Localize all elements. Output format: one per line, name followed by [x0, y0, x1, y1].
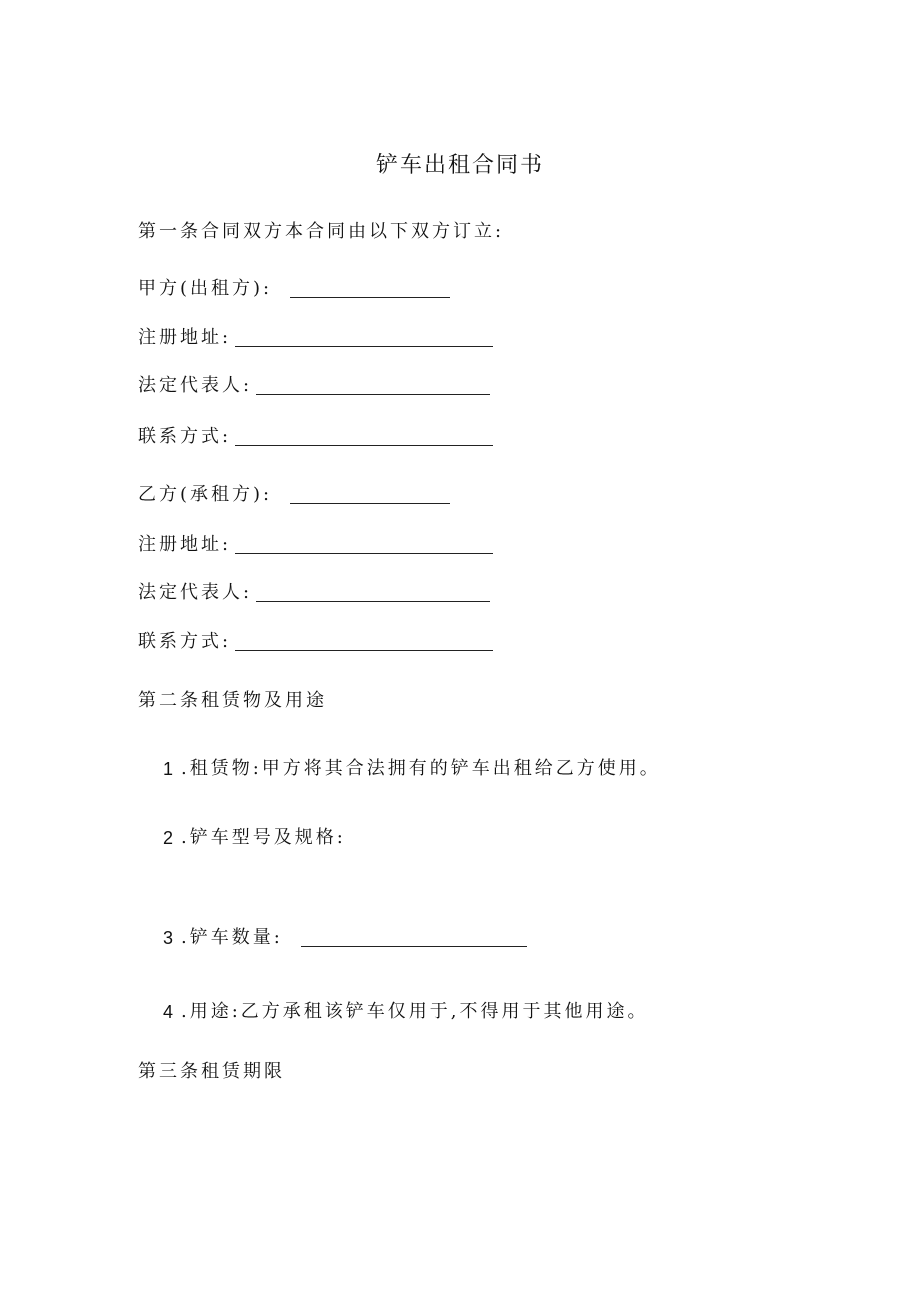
party-b-rep-label: 法定代表人:: [138, 582, 253, 603]
item-text: .租赁物:甲方将其合法拥有的铲车出租给乙方使用。: [181, 758, 661, 779]
article-2-item-4: [163, 999, 649, 1025]
quantity-blank[interactable]: [301, 928, 527, 947]
party-b-contact-line: [138, 629, 493, 655]
item-text: .铲车数量:: [181, 927, 283, 948]
party-a-rep-label: 法定代表人:: [138, 375, 253, 396]
party-b-rep-line: [138, 580, 490, 606]
item-text: .铲车型号及规格:: [181, 827, 346, 848]
party-a-address-blank[interactable]: [235, 328, 493, 347]
article-1-heading: 第一条合同双方本合同由以下双方订立:: [138, 221, 505, 242]
party-b-contact-blank[interactable]: [235, 632, 493, 651]
article-2-item-2: [163, 825, 346, 851]
document-title: 铲车出租合同书: [375, 153, 544, 178]
item-number: 1: [163, 759, 174, 779]
item-text: .用途:乙方承租该铲车仅用于,不得用于其他用途。: [181, 1001, 649, 1022]
party-b-address-line: [138, 532, 493, 558]
party-a-rep-line: [138, 373, 490, 399]
party-a-contact-line: [138, 424, 493, 450]
party-b-rep-blank[interactable]: [256, 583, 490, 602]
party-b-contact-label: 联系方式:: [138, 631, 232, 652]
party-b-address-label: 注册地址:: [138, 534, 232, 555]
party-a-address-line: [138, 325, 493, 351]
party-b-blank[interactable]: [290, 485, 450, 504]
party-a-rep-blank[interactable]: [256, 376, 490, 395]
party-b-address-blank[interactable]: [235, 535, 493, 554]
item-number: 4: [163, 1002, 174, 1022]
party-a-contact-blank[interactable]: [235, 427, 493, 446]
party-a-line: [138, 276, 450, 302]
party-a-contact-label: 联系方式:: [138, 426, 232, 447]
party-a-blank[interactable]: [290, 279, 450, 298]
article-2-item-3: [163, 925, 527, 951]
article-2-item-1: [163, 756, 661, 782]
party-b-label: 乙方(承租方):: [138, 484, 273, 505]
party-b-line: [138, 482, 450, 508]
party-a-label: 甲方(出租方):: [138, 278, 273, 299]
item-number: 2: [163, 828, 174, 848]
item-number: 3: [163, 928, 174, 948]
party-a-address-label: 注册地址:: [138, 327, 232, 348]
article-2-heading: 第二条租赁物及用途: [138, 690, 327, 711]
article-3-heading: 第三条租赁期限: [138, 1061, 285, 1082]
